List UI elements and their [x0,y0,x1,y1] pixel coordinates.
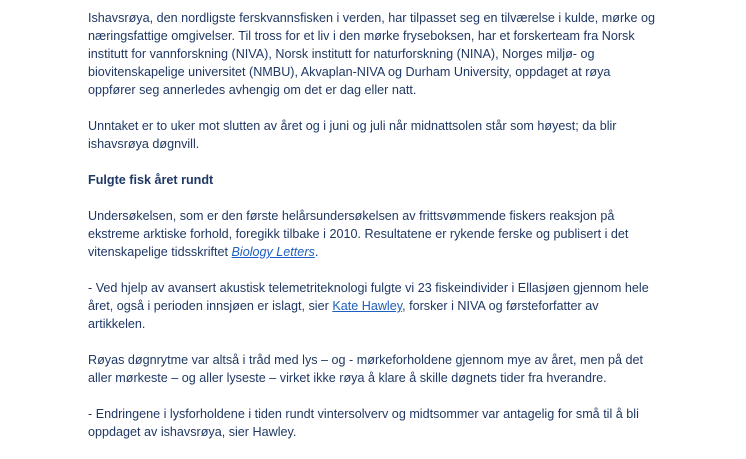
text-fragment: året, også i perioden innsjøen er islagt, sier [88,299,333,313]
paragraph-study [88,207,648,261]
author-link[interactable]: Kate Hawley [332,299,403,313]
text-line: aller mørkeste – og aller lyseste – virket ikke røya å klare å skille døgnets tider fra hverandre. [88,371,607,385]
text-line: biovitenskapelige universitet (NMBU), Akvaplan-NIVA og Durham University, oppdaget at røya [88,65,611,79]
paragraph-exception [88,117,648,153]
text-line: oppdaget av ishavsrøya, sier Hawley. [88,425,297,439]
paragraph-intro [88,9,655,99]
text-line [88,243,648,261]
text-line [88,297,648,315]
paragraph-rhythm [88,351,648,387]
text-line: ekstreme arktiske forhold, foregikk tilbake i 2010. Resultatene er rykende ferske og publisert i det [88,227,629,241]
text-line: Unntaket er to uker mot slutten av året og i juni og juli når midnattsolen står som høyest; da blir [88,119,617,133]
section-heading: Fulgte fisk året rundt [88,173,214,187]
article-body [88,9,655,459]
text-fragment: , forsker i NIVA og førsteforfatter av [402,299,599,313]
text-line: oppfører seg annerledes avhengig om det er dag eller natt. [88,83,417,97]
text-line: artikkelen. [88,317,146,331]
text-line: ishavsrøya døgnvill. [88,137,200,151]
text-line: næringsfattige omgivelser. Til tross for et liv i den mørke fryseboksen, har et forskerteam fra Norsk [88,29,635,43]
text-line: Undersøkelsen, som er den første helårsundersøkelsen av frittsvømmende fiskers reaksjon på [88,209,615,223]
text-line: - Endringene i lysforholdene i tiden rundt vintersolverv og midtsommer var antagelig for små til å bli [88,407,639,421]
text-line: Røyas døgnrytme var altså i tråd med lys – og - mørkeforholdene gjennom mye av året, men på det [88,353,644,367]
text-fragment: . [314,245,319,259]
text-line: institutt for vannforskning (NIVA), Norsk institutt for naturforskning (NINA), Norges miljø- og [88,47,595,61]
text-line: - Ved hjelp av avansert akustisk telemetriteknologi fulgte vi 23 fiskeindivider i Ellasjøen gjennom hele [88,281,649,295]
text-fragment: vitenskapelige tidsskriftet [88,245,232,259]
paragraph-quote-hawley [88,279,648,333]
journal-link[interactable]: Biology Letters [231,245,315,259]
paragraph-quote-solstice [88,405,648,441]
text-line: Ishavsrøya, den nordligste ferskvannsfisken i verden, har tilpasset seg en tilværelse i kulde, mørke og [88,11,655,25]
